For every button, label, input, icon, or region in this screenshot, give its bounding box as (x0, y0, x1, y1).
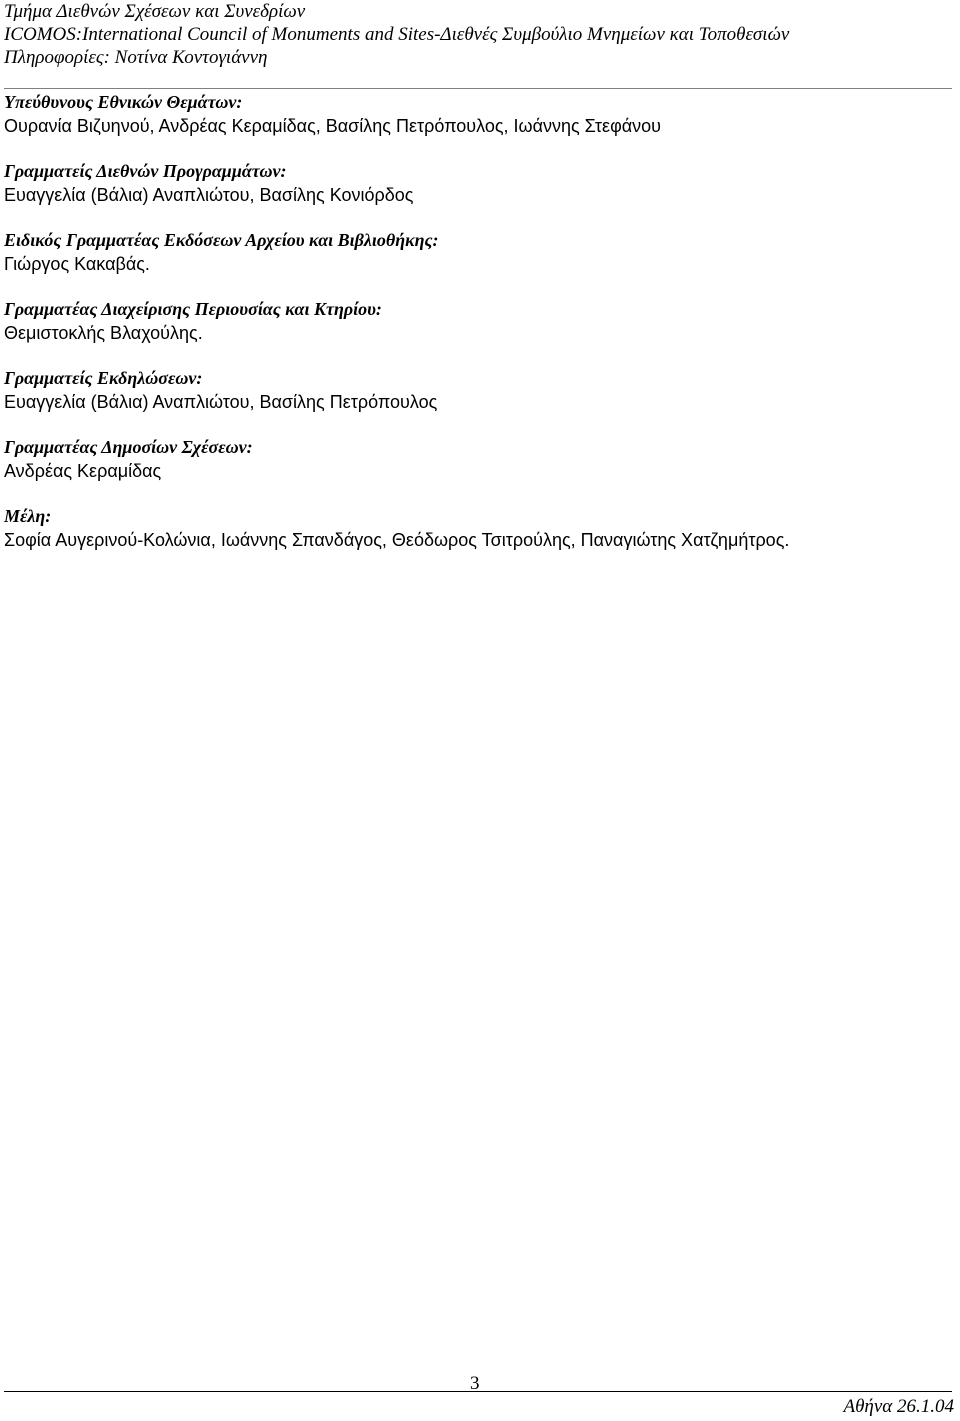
section-value: Ευαγγελία (Βάλια) Αναπλιώτου, Βασίλης Πετρόπουλος (4, 392, 438, 412)
section-publications-archive (4, 229, 954, 277)
section-national-topics (4, 91, 954, 139)
footer-date: Αθήνα 26.1.04 (843, 1396, 954, 1417)
section-value: Ανδρέας Κεραμίδας (4, 461, 162, 481)
footer-divider (4, 1391, 952, 1392)
section-heading: Γραμματείς Διεθνών Προγραμμάτων: (4, 161, 287, 181)
section-members (4, 505, 954, 553)
header-divider (4, 88, 952, 89)
section-international-programs (4, 160, 954, 208)
section-events (4, 367, 954, 415)
section-heading: Γραμματέας Δημοσίων Σχέσεων: (4, 437, 253, 457)
section-value: Ουρανία Βιζυηνού, Ανδρέας Κεραμίδας, Βασίλης Πετρόπουλος, Ιωάννης Στεφάνου (4, 116, 661, 136)
organization-name: ICOMOS:International Council of Monuments and Sites-Διεθνές Συμβούλιο Μνημείων και Τοποθεσιών (4, 24, 790, 45)
section-public-relations (4, 436, 954, 484)
page-number: 3 (470, 1373, 480, 1394)
section-value: Σοφία Αυγερινού-Κολώνια, Ιωάννης Σπανδάγος, Θεόδωρος Τσιτρούλης, Παναγιώτης Χατζημήτρος. (4, 530, 790, 550)
section-heading: Γραμματέας Διαχείρισης Περιουσίας και Κτηρίου: (4, 299, 382, 319)
section-value: Γιώργος Κακαβάς. (4, 254, 150, 274)
section-value: Θεμιστοκλής Βλαχούλης. (4, 323, 203, 343)
section-value: Ευαγγελία (Βάλια) Αναπλιώτου, Βασίλης Κονιόρδος (4, 185, 414, 205)
contact-info: Πληροφορίες: Νοτίνα Κοντογιάννη (4, 47, 268, 68)
section-heading: Υπεύθυνους Εθνικών Θεμάτων: (4, 92, 243, 112)
section-property-management (4, 298, 954, 346)
section-heading: Μέλη: (4, 506, 52, 526)
page-header (4, 0, 954, 69)
section-heading: Ειδικός Γραμματέας Εκδόσεων Αρχείου και Βιβλιοθήκης: (4, 230, 439, 250)
document-body (4, 91, 954, 574)
section-heading: Γραμματείς Εκδηλώσεων: (4, 368, 203, 388)
department-name: Τμήμα Διεθνών Σχέσεων και Συνεδρίων (4, 1, 306, 22)
